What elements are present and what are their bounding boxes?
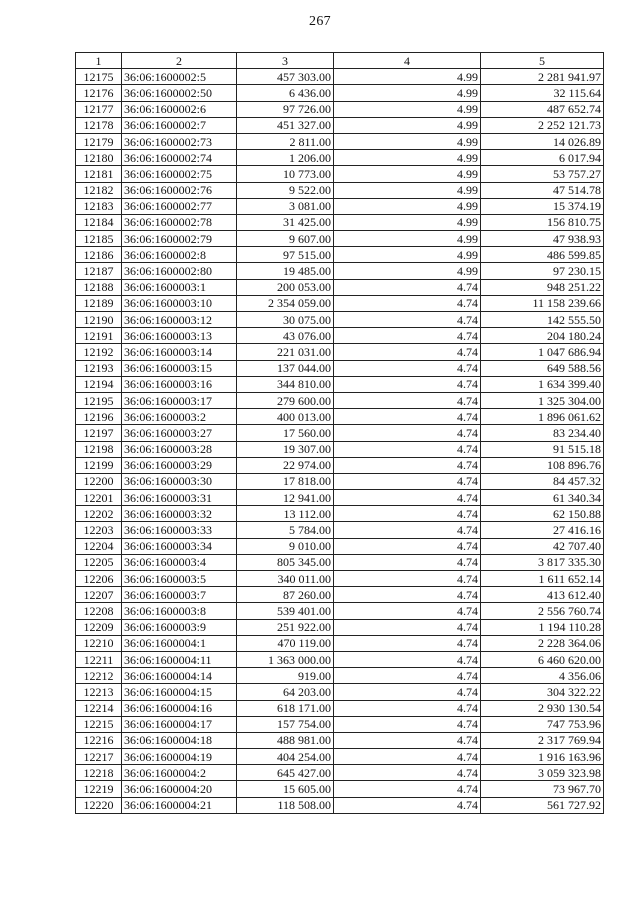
rate-value: 4.99: [334, 117, 481, 133]
cadastral-number: 36:06:1600002:80: [122, 263, 237, 279]
total-value: 747 753.96: [481, 716, 604, 732]
cadastral-number: 36:06:1600002:6: [122, 101, 237, 117]
rate-value: 4.74: [334, 441, 481, 457]
rate-value: 4.74: [334, 797, 481, 813]
table-row: [76, 328, 604, 344]
total-value: 2 556 760.74: [481, 603, 604, 619]
row-number: 12198: [76, 441, 122, 457]
table-row: [76, 651, 604, 667]
area-value: 805 345.00: [237, 554, 334, 570]
row-number: 12212: [76, 668, 122, 684]
rate-value: 4.74: [334, 376, 481, 392]
row-number: 12209: [76, 619, 122, 635]
total-value: 1 047 686.94: [481, 344, 604, 360]
row-number: 12176: [76, 85, 122, 101]
row-number: 12175: [76, 69, 122, 85]
cadastral-number: 36:06:1600002:78: [122, 214, 237, 230]
cadastral-number: 36:06:1600004:21: [122, 797, 237, 813]
table-row: [76, 214, 604, 230]
cadastral-number: 36:06:1600002:73: [122, 133, 237, 149]
table-row: [76, 473, 604, 489]
total-value: 11 158 239.66: [481, 295, 604, 311]
rate-value: 4.74: [334, 295, 481, 311]
row-number: 12178: [76, 117, 122, 133]
row-number: 12184: [76, 214, 122, 230]
area-value: 1 206.00: [237, 150, 334, 166]
total-value: 53 757.27: [481, 166, 604, 182]
table-row: [76, 409, 604, 425]
rate-value: 4.74: [334, 765, 481, 781]
cadastral-number: 36:06:1600002:75: [122, 166, 237, 182]
area-value: 404 254.00: [237, 749, 334, 765]
cadastral-number: 36:06:1600003:1: [122, 279, 237, 295]
area-value: 6 436.00: [237, 85, 334, 101]
total-value: 2 252 121.73: [481, 117, 604, 133]
total-value: 62 150.88: [481, 506, 604, 522]
area-value: 118 508.00: [237, 797, 334, 813]
row-number: 12199: [76, 457, 122, 473]
total-value: 73 967.70: [481, 781, 604, 797]
total-value: 1 916 163.96: [481, 749, 604, 765]
area-value: 87 260.00: [237, 587, 334, 603]
cadastral-number: 36:06:1600004:16: [122, 700, 237, 716]
area-value: 12 941.00: [237, 490, 334, 506]
cadastral-number: 36:06:1600003:8: [122, 603, 237, 619]
rate-value: 4.74: [334, 554, 481, 570]
rate-value: 4.99: [334, 214, 481, 230]
cadastral-number: 36:06:1600004:18: [122, 732, 237, 748]
area-value: 97 726.00: [237, 101, 334, 117]
table-row: [76, 295, 604, 311]
cadastral-number: 36:06:1600003:31: [122, 490, 237, 506]
area-value: 221 031.00: [237, 344, 334, 360]
area-value: 9 607.00: [237, 231, 334, 247]
rate-value: 4.74: [334, 749, 481, 765]
rate-value: 4.74: [334, 409, 481, 425]
row-number: 12186: [76, 247, 122, 263]
area-value: 64 203.00: [237, 684, 334, 700]
table-row: [76, 360, 604, 376]
area-value: 279 600.00: [237, 392, 334, 408]
row-number: 12205: [76, 554, 122, 570]
total-value: 83 234.40: [481, 425, 604, 441]
cadastral-number: 36:06:1600002:79: [122, 231, 237, 247]
row-number: 12188: [76, 279, 122, 295]
total-value: 948 251.22: [481, 279, 604, 295]
row-number: 12214: [76, 700, 122, 716]
cadastral-number: 36:06:1600003:16: [122, 376, 237, 392]
area-value: 451 327.00: [237, 117, 334, 133]
area-value: 97 515.00: [237, 247, 334, 263]
area-value: 457 303.00: [237, 69, 334, 85]
cadastral-number: 36:06:1600002:77: [122, 198, 237, 214]
table-row: [76, 668, 604, 684]
area-value: 200 053.00: [237, 279, 334, 295]
rate-value: 4.74: [334, 425, 481, 441]
row-number: 12213: [76, 684, 122, 700]
area-value: 488 981.00: [237, 732, 334, 748]
table-row: [76, 231, 604, 247]
row-number: 12179: [76, 133, 122, 149]
total-value: 1 611 652.14: [481, 571, 604, 587]
row-number: 12206: [76, 571, 122, 587]
row-number: 12203: [76, 522, 122, 538]
area-value: 1 363 000.00: [237, 651, 334, 667]
table-row: [76, 554, 604, 570]
cadastral-number: 36:06:1600004:1: [122, 635, 237, 651]
cadastral-number: 36:06:1600003:17: [122, 392, 237, 408]
total-value: 2 228 364.06: [481, 635, 604, 651]
table-row: [76, 635, 604, 651]
row-number: 12182: [76, 182, 122, 198]
rate-value: 4.74: [334, 538, 481, 554]
row-number: 12189: [76, 295, 122, 311]
total-value: 3 817 335.30: [481, 554, 604, 570]
table-row: [76, 781, 604, 797]
table-row: [76, 263, 604, 279]
rate-value: 4.74: [334, 781, 481, 797]
total-value: 304 322.22: [481, 684, 604, 700]
row-number: 12196: [76, 409, 122, 425]
total-value: 42 707.40: [481, 538, 604, 554]
area-value: 17 818.00: [237, 473, 334, 489]
cadastral-number: 36:06:1600003:5: [122, 571, 237, 587]
total-value: 108 896.76: [481, 457, 604, 473]
table-row: [76, 619, 604, 635]
total-value: 649 588.56: [481, 360, 604, 376]
cadastral-number: 36:06:1600003:13: [122, 328, 237, 344]
column-header: 3: [237, 53, 334, 69]
rate-value: 4.74: [334, 571, 481, 587]
row-number: 12210: [76, 635, 122, 651]
area-value: 17 560.00: [237, 425, 334, 441]
rate-value: 4.74: [334, 279, 481, 295]
cadastral-number: 36:06:1600003:30: [122, 473, 237, 489]
area-value: 9 522.00: [237, 182, 334, 198]
table-row: [76, 765, 604, 781]
rate-value: 4.74: [334, 312, 481, 328]
area-value: 157 754.00: [237, 716, 334, 732]
total-value: 61 340.34: [481, 490, 604, 506]
rate-value: 4.74: [334, 506, 481, 522]
cadastral-number: 36:06:1600003:32: [122, 506, 237, 522]
table-row: [76, 490, 604, 506]
total-value: 2 281 941.97: [481, 69, 604, 85]
table-row: [76, 85, 604, 101]
rate-value: 4.99: [334, 231, 481, 247]
rate-value: 4.74: [334, 635, 481, 651]
column-header: 2: [122, 53, 237, 69]
table-row: [76, 133, 604, 149]
cadastral-number: 36:06:1600002:76: [122, 182, 237, 198]
rate-value: 4.74: [334, 328, 481, 344]
area-value: 19 307.00: [237, 441, 334, 457]
table-row: [76, 522, 604, 538]
column-header: 1: [76, 53, 122, 69]
table-row: [76, 376, 604, 392]
total-value: 486 599.85: [481, 247, 604, 263]
total-value: 1 896 061.62: [481, 409, 604, 425]
cadastral-number: 36:06:1600002:74: [122, 150, 237, 166]
total-value: 487 652.74: [481, 101, 604, 117]
row-number: 12202: [76, 506, 122, 522]
area-value: 344 810.00: [237, 376, 334, 392]
total-value: 97 230.15: [481, 263, 604, 279]
table-row: [76, 603, 604, 619]
rate-value: 4.74: [334, 603, 481, 619]
total-value: 27 416.16: [481, 522, 604, 538]
rate-value: 4.99: [334, 263, 481, 279]
rate-value: 4.74: [334, 700, 481, 716]
cadastral-number: 36:06:1600002:5: [122, 69, 237, 85]
table-row: [76, 538, 604, 554]
row-number: 12219: [76, 781, 122, 797]
table-row: [76, 700, 604, 716]
table-row: [76, 69, 604, 85]
rate-value: 4.74: [334, 619, 481, 635]
row-number: 12195: [76, 392, 122, 408]
table-row: [76, 279, 604, 295]
table-row: [76, 571, 604, 587]
row-number: 12211: [76, 651, 122, 667]
area-value: 10 773.00: [237, 166, 334, 182]
rate-value: 4.74: [334, 457, 481, 473]
total-value: 6 460 620.00: [481, 651, 604, 667]
cadastral-number: 36:06:1600003:34: [122, 538, 237, 554]
table-row: [76, 732, 604, 748]
header-row: [76, 53, 604, 69]
rate-value: 4.99: [334, 182, 481, 198]
rate-value: 4.74: [334, 716, 481, 732]
rate-value: 4.99: [334, 69, 481, 85]
total-value: 47 514.78: [481, 182, 604, 198]
area-value: 400 013.00: [237, 409, 334, 425]
table-row: [76, 457, 604, 473]
total-value: 1 194 110.28: [481, 619, 604, 635]
row-number: 12181: [76, 166, 122, 182]
total-value: 91 515.18: [481, 441, 604, 457]
area-value: 9 010.00: [237, 538, 334, 554]
row-number: 12208: [76, 603, 122, 619]
area-value: 251 922.00: [237, 619, 334, 635]
total-value: 2 930 130.54: [481, 700, 604, 716]
total-value: 32 115.64: [481, 85, 604, 101]
page-number: 267: [309, 14, 331, 29]
rate-value: 4.74: [334, 392, 481, 408]
rate-value: 4.74: [334, 344, 481, 360]
area-value: 5 784.00: [237, 522, 334, 538]
row-number: 12192: [76, 344, 122, 360]
rate-value: 4.99: [334, 85, 481, 101]
area-value: 645 427.00: [237, 765, 334, 781]
cadastral-number: 36:06:1600004:14: [122, 668, 237, 684]
cadastral-number: 36:06:1600004:2: [122, 765, 237, 781]
column-header: 4: [334, 53, 481, 69]
total-value: 142 555.50: [481, 312, 604, 328]
total-value: 47 938.93: [481, 231, 604, 247]
table-row: [76, 392, 604, 408]
cadastral-number: 36:06:1600004:20: [122, 781, 237, 797]
rate-value: 4.74: [334, 360, 481, 376]
row-number: 12217: [76, 749, 122, 765]
area-value: 618 171.00: [237, 700, 334, 716]
table-row: [76, 749, 604, 765]
total-value: 14 026.89: [481, 133, 604, 149]
area-value: 15 605.00: [237, 781, 334, 797]
column-header: 5: [481, 53, 604, 69]
rate-value: 4.74: [334, 668, 481, 684]
cadastral-number: 36:06:1600003:15: [122, 360, 237, 376]
rate-value: 4.74: [334, 732, 481, 748]
area-value: 137 044.00: [237, 360, 334, 376]
total-value: 6 017.94: [481, 150, 604, 166]
cadastral-number: 36:06:1600002:50: [122, 85, 237, 101]
cadastral-number: 36:06:1600002:7: [122, 117, 237, 133]
rate-value: 4.99: [334, 133, 481, 149]
total-value: 4 356.06: [481, 668, 604, 684]
cadastral-number: 36:06:1600003:10: [122, 295, 237, 311]
area-value: 340 011.00: [237, 571, 334, 587]
row-number: 12180: [76, 150, 122, 166]
rate-value: 4.74: [334, 473, 481, 489]
area-value: 31 425.00: [237, 214, 334, 230]
row-number: 12216: [76, 732, 122, 748]
area-value: 43 076.00: [237, 328, 334, 344]
table-row: [76, 716, 604, 732]
table-row: [76, 247, 604, 263]
rate-value: 4.74: [334, 490, 481, 506]
rate-value: 4.99: [334, 166, 481, 182]
area-value: 3 081.00: [237, 198, 334, 214]
rate-value: 4.99: [334, 150, 481, 166]
cadastral-number: 36:06:1600004:11: [122, 651, 237, 667]
cadastral-number: 36:06:1600004:15: [122, 684, 237, 700]
table-row: [76, 441, 604, 457]
total-value: 156 810.75: [481, 214, 604, 230]
total-value: 204 180.24: [481, 328, 604, 344]
total-value: 1 634 399.40: [481, 376, 604, 392]
row-number: 12187: [76, 263, 122, 279]
table-row: [76, 182, 604, 198]
area-value: 13 112.00: [237, 506, 334, 522]
area-value: 539 401.00: [237, 603, 334, 619]
area-value: 470 119.00: [237, 635, 334, 651]
row-number: 12207: [76, 587, 122, 603]
area-value: 22 974.00: [237, 457, 334, 473]
total-value: 84 457.32: [481, 473, 604, 489]
row-number: 12201: [76, 490, 122, 506]
table-row: [76, 684, 604, 700]
rate-value: 4.74: [334, 587, 481, 603]
table-row: [76, 344, 604, 360]
rate-value: 4.74: [334, 684, 481, 700]
cadastral-number: 36:06:1600003:27: [122, 425, 237, 441]
table-row: [76, 797, 604, 813]
table-row: [76, 198, 604, 214]
cadastral-number: 36:06:1600003:33: [122, 522, 237, 538]
row-number: 12177: [76, 101, 122, 117]
cadastral-number: 36:06:1600003:29: [122, 457, 237, 473]
table-row: [76, 150, 604, 166]
row-number: 12183: [76, 198, 122, 214]
area-value: 30 075.00: [237, 312, 334, 328]
cadastral-number: 36:06:1600003:4: [122, 554, 237, 570]
area-value: 2 354 059.00: [237, 295, 334, 311]
table-row: [76, 425, 604, 441]
area-value: 19 485.00: [237, 263, 334, 279]
table-row: [76, 312, 604, 328]
total-value: 561 727.92: [481, 797, 604, 813]
row-number: 12194: [76, 376, 122, 392]
data-table: [75, 52, 604, 814]
rate-value: 4.74: [334, 522, 481, 538]
row-number: 12220: [76, 797, 122, 813]
total-value: 2 317 769.94: [481, 732, 604, 748]
row-number: 12185: [76, 231, 122, 247]
rate-value: 4.99: [334, 101, 481, 117]
row-number: 12193: [76, 360, 122, 376]
total-value: 15 374.19: [481, 198, 604, 214]
row-number: 12191: [76, 328, 122, 344]
cadastral-number: 36:06:1600003:28: [122, 441, 237, 457]
area-value: 2 811.00: [237, 133, 334, 149]
cadastral-number: 36:06:1600002:8: [122, 247, 237, 263]
row-number: 12190: [76, 312, 122, 328]
total-value: 413 612.40: [481, 587, 604, 603]
cadastral-number: 36:06:1600003:12: [122, 312, 237, 328]
rate-value: 4.99: [334, 198, 481, 214]
table-body: [76, 69, 604, 814]
area-value: 919.00: [237, 668, 334, 684]
cadastral-number: 36:06:1600003:14: [122, 344, 237, 360]
cadastral-number: 36:06:1600003:9: [122, 619, 237, 635]
table-row: [76, 101, 604, 117]
cadastral-number: 36:06:1600004:19: [122, 749, 237, 765]
table-row: [76, 166, 604, 182]
rate-value: 4.74: [334, 651, 481, 667]
row-number: 12215: [76, 716, 122, 732]
rate-value: 4.99: [334, 247, 481, 263]
table-row: [76, 117, 604, 133]
total-value: 3 059 323.98: [481, 765, 604, 781]
cadastral-number: 36:06:1600003:2: [122, 409, 237, 425]
table-row: [76, 506, 604, 522]
row-number: 12204: [76, 538, 122, 554]
row-number: 12197: [76, 425, 122, 441]
row-number: 12218: [76, 765, 122, 781]
total-value: 1 325 304.00: [481, 392, 604, 408]
row-number: 12200: [76, 473, 122, 489]
table-row: [76, 587, 604, 603]
cadastral-number: 36:06:1600003:7: [122, 587, 237, 603]
cadastral-number: 36:06:1600004:17: [122, 716, 237, 732]
